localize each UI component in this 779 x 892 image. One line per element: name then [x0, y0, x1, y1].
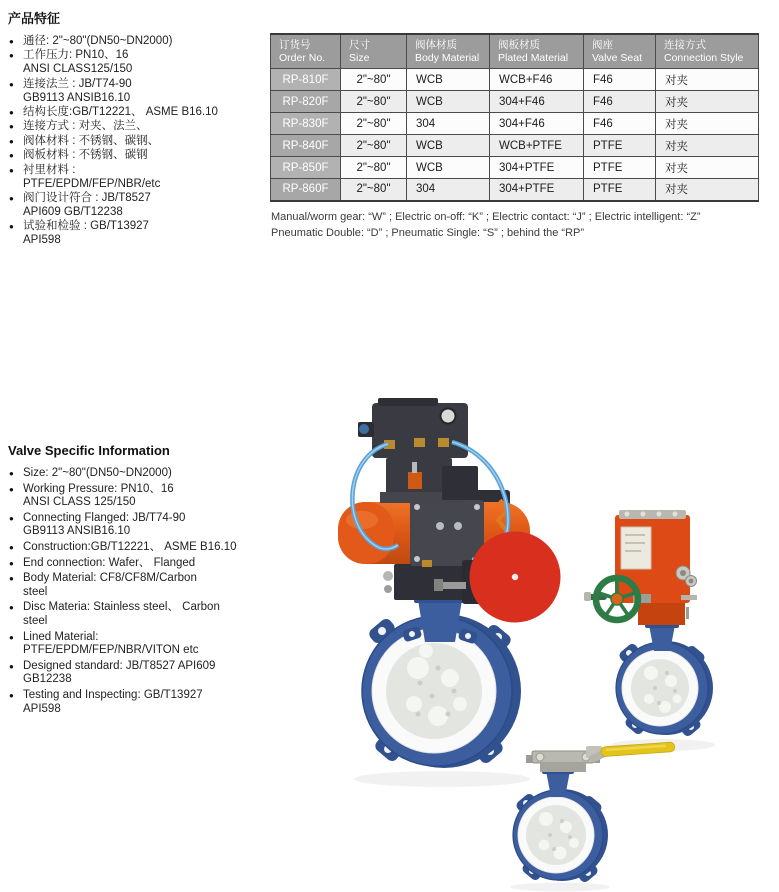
spec-line: Working Pressure: PN10、16	[23, 482, 174, 495]
bullet-icon: ●	[9, 574, 14, 584]
spec-item	[8, 572, 270, 599]
table-cell: 304	[407, 113, 490, 135]
header-cn: 阀座	[592, 39, 613, 51]
header-cn: 连接方式	[664, 39, 706, 51]
header-en: Order No.	[279, 51, 326, 64]
spec-item	[8, 164, 270, 192]
spec-line: End connection: Wafer、 Flanged	[23, 556, 196, 569]
spec-line: ANSI CLASS125/150	[23, 63, 133, 76]
valve-body	[616, 641, 713, 738]
table-header-row	[271, 34, 759, 69]
table-cell: 对夹	[656, 91, 759, 113]
bullet-icon: ●	[9, 136, 14, 146]
table-cell: WCB	[407, 157, 490, 179]
table-cell: PTFE	[584, 179, 656, 201]
lever-butterfly-valve-photo	[488, 735, 683, 892]
header-en: Plated Material	[498, 51, 569, 64]
table-cell: 2"~80"	[341, 157, 407, 179]
spec-item	[8, 631, 270, 658]
spec-line: GB9113 ANSIB16.10	[23, 91, 131, 104]
header-en: Valve Seat	[592, 51, 643, 64]
spec-line: 工作压力: PN10、16	[23, 49, 129, 62]
spec-item	[8, 220, 270, 248]
col-header-order-no	[271, 34, 341, 69]
table-cell: WCB+PTFE	[490, 135, 584, 157]
spec-line: PTFE/EPDM/FEP/NBR/etc	[23, 177, 161, 190]
spec-line: API598	[23, 702, 61, 715]
bullet-icon: ●	[9, 632, 14, 642]
table-cell: WCB+F46	[490, 69, 584, 91]
spec-item	[8, 689, 270, 716]
header-en: Size	[349, 51, 370, 64]
features-cn-list	[8, 35, 270, 249]
bullet-icon: ●	[9, 222, 14, 232]
bullet-icon: ●	[9, 165, 14, 175]
table-cell: 304+F46	[490, 113, 584, 135]
header-cn: 订货号	[279, 39, 311, 51]
table-cell: 304+PTFE	[490, 179, 584, 201]
order-no-cell: RP-850F	[271, 157, 341, 179]
spec-item	[8, 35, 270, 49]
header-en: Body Material	[415, 51, 480, 64]
valve-body	[513, 789, 608, 884]
lever-mount	[526, 746, 611, 772]
table-cell: 2"~80"	[341, 113, 407, 135]
spec-item	[8, 120, 270, 134]
table-row	[271, 91, 759, 113]
bullet-icon: ●	[9, 690, 14, 700]
note-line-1: Manual/worm gear: “W” ; Electric on-off: “K” ; Electric contact: “J” ; Electric intelligent: “Z”	[271, 211, 701, 223]
spec-line: GB9113 ANSIB16.10	[23, 525, 131, 538]
spec-line: 连接法兰 : JB/T74-90	[23, 77, 132, 90]
bullet-icon: ●	[9, 469, 14, 478]
table-cell: 2"~80"	[341, 69, 407, 91]
spec-item	[8, 49, 270, 77]
table-cell: 对夹	[656, 135, 759, 157]
spec-line: steel	[23, 585, 48, 598]
table-cell: 2"~80"	[341, 135, 407, 157]
order-no-cell: RP-840F	[271, 135, 341, 157]
shadow	[510, 883, 610, 892]
table-row	[271, 69, 759, 91]
spec-line: Size: 2"~80"(DN50~DN2000)	[23, 467, 172, 479]
spec-item	[8, 467, 270, 481]
header-cn: 尺寸	[349, 39, 370, 51]
table-cell: 304	[407, 179, 490, 201]
spec-item	[8, 483, 270, 510]
spec-item	[8, 512, 270, 539]
bullet-icon: ●	[9, 122, 14, 132]
table-cell: WCB	[407, 91, 490, 113]
table-cell: WCB	[407, 135, 490, 157]
spec-line: 衬里材料 :	[23, 163, 76, 176]
header-cn: 阀体材质	[415, 39, 457, 51]
table-cell: 对夹	[656, 157, 759, 179]
spec-item	[8, 541, 270, 555]
table-cell: F46	[584, 113, 656, 135]
order-table	[270, 33, 758, 202]
spec-line: 结构长度:GB/T12221、 ASME B16.10	[23, 106, 218, 119]
bullet-icon: ●	[9, 51, 14, 61]
nameplate	[621, 527, 651, 569]
bullet-icon: ●	[9, 661, 14, 671]
spec-item	[8, 660, 270, 687]
table-row	[271, 179, 759, 201]
pressure-gauge-icon	[441, 409, 456, 424]
spec-line: 阀体材料 : 不锈钢、碳钢、	[23, 134, 160, 147]
spec-item	[8, 601, 270, 628]
col-header-size	[341, 34, 407, 69]
table-cell: 对夹	[656, 113, 759, 135]
spec-item	[8, 557, 270, 571]
spec-line: 试验和检验 : GB/T13927	[23, 220, 149, 233]
bullet-icon: ●	[9, 484, 14, 494]
table-cell: 对夹	[656, 179, 759, 201]
spec-line: Disc Materia: Stainless steel、 Carbon	[23, 601, 220, 614]
note-line-2: Pneumatic Double: “D” ; Pneumatic Single: “S” ; behind the “RP”	[271, 226, 585, 239]
table-cell: WCB	[407, 69, 490, 91]
valve-info-list	[8, 467, 270, 718]
table-cell: 304+F46	[490, 91, 584, 113]
bullet-icon: ●	[9, 108, 14, 118]
electric-actuator	[615, 510, 697, 625]
bullet-icon: ●	[9, 151, 14, 161]
spec-item	[8, 149, 270, 163]
spec-line: steel	[23, 614, 48, 627]
bullet-icon: ●	[9, 37, 14, 46]
col-header-connection-style	[656, 34, 759, 69]
spec-item	[8, 78, 270, 106]
order-no-cell: RP-830F	[271, 113, 341, 135]
spec-line: Connecting Flanged: JB/T74-90	[23, 511, 186, 524]
order-no-cell: RP-860F	[271, 179, 341, 201]
spec-line: 阀门设计符合 : JB/T8527	[23, 191, 151, 204]
table-cell: F46	[584, 91, 656, 113]
col-header-valve-seat	[584, 34, 656, 69]
order-code-notes	[271, 210, 771, 241]
table-row	[271, 113, 759, 135]
order-no-cell: RP-820F	[271, 91, 341, 113]
spec-item	[8, 106, 270, 120]
valve-disc	[631, 659, 689, 717]
table-cell: PTFE	[584, 157, 656, 179]
spec-line: Body Material: CF8/CF8M/Carbon	[23, 572, 197, 585]
table-cell: 304+PTFE	[490, 157, 584, 179]
bullet-icon: ●	[9, 193, 14, 203]
spec-item	[8, 135, 270, 149]
bullet-icon: ●	[9, 79, 14, 89]
spec-line: Lined Material:	[23, 630, 99, 643]
bullet-icon: ●	[9, 513, 14, 523]
spec-item	[8, 192, 270, 220]
header-en: Connection Style	[664, 51, 744, 64]
yellow-lever-handle-icon	[601, 742, 675, 757]
spec-line: Construction:GB/T12221、 ASME B16.10	[23, 540, 237, 553]
spec-line: 连接方式 : 对夹、法兰、	[23, 120, 148, 133]
col-header-body-material	[407, 34, 490, 69]
bullet-icon: ●	[9, 542, 14, 552]
valve-disc	[386, 643, 482, 739]
bullet-icon: ●	[9, 603, 14, 613]
valve-info-title: Valve Specific Information	[8, 443, 170, 458]
bullet-icon: ●	[9, 558, 14, 568]
header-cn: 阀板材质	[498, 39, 540, 51]
spec-line: Testing and Inspecting: GB/T13927	[23, 688, 203, 701]
spec-line: API609 GB/T12238	[23, 205, 123, 218]
spec-line: 通径: 2"~80"(DN50~DN2000)	[23, 35, 173, 47]
spec-line: ANSI CLASS 125/150	[23, 496, 136, 509]
order-no-cell: RP-810F	[271, 69, 341, 91]
col-header-plated-material	[490, 34, 584, 69]
spec-line: API598	[23, 234, 61, 247]
table-cell: 对夹	[656, 69, 759, 91]
spec-line: Designed standard: JB/T8527 API609	[23, 659, 216, 672]
electric-butterfly-valve-photo	[583, 503, 735, 765]
table-cell: 2"~80"	[341, 179, 407, 201]
table-cell: F46	[584, 69, 656, 91]
valve-disc	[526, 805, 586, 865]
table-row	[271, 157, 759, 179]
table-row	[271, 135, 759, 157]
table-cell: 2"~80"	[341, 91, 407, 113]
spec-line: PTFE/EPDM/FEP/NBR/VITON etc	[23, 644, 199, 657]
order-table-body	[271, 69, 759, 201]
table-cell: PTFE	[584, 135, 656, 157]
spec-line: GB12238	[23, 673, 72, 686]
spec-line: 阀板材料 : 不锈钢、碳钢	[23, 149, 148, 162]
features-cn-title: 产品特征	[8, 11, 61, 26]
